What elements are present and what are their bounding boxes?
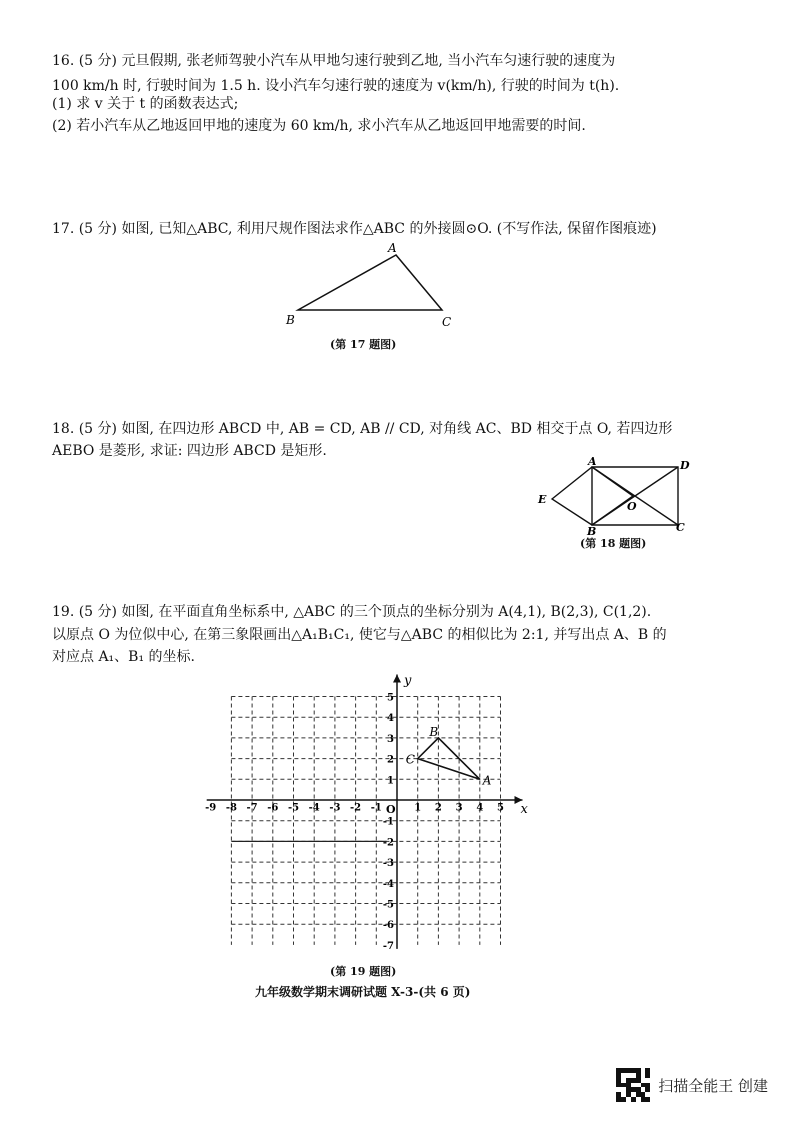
q19-line-1: 19. (5 分) 如图, 在平面直角坐标系中, △ABC 的三个顶点的坐标分别为 A(4,1), B(2,3), C(1,2). (52, 604, 652, 620)
q17-triangle-figure (270, 240, 470, 330)
q18-label-c: C (676, 521, 685, 534)
y-tick-label: -4 (382, 878, 394, 890)
scanner-label: 扫描全能王 创建 (658, 1076, 768, 1095)
page-footer: 九年级数学期末调研试题 X-3-(共 6 页) (255, 985, 471, 999)
q17-caption: (第 17 题图) (330, 338, 397, 351)
x-axis-label: x (520, 802, 528, 817)
y-axis-label: y (404, 673, 412, 689)
y-tick-label: 4 (387, 713, 394, 725)
x-tick-label: -7 (246, 802, 258, 814)
q16-part-1: (1) 求 v 关于 t 的函数表达式; (52, 96, 239, 112)
q18-quadrilateral-figure (530, 455, 700, 538)
q19-line-2: 以原点 O 为位似中心, 在第三象限画出△A₁B₁C₁, 使它与△ABC 的相似比为 2:1, 并写出点 A、B 的 (52, 627, 667, 643)
point-label-a: A (482, 773, 492, 788)
q18-label-b: B (587, 525, 597, 538)
y-tick-label: -1 (382, 816, 394, 828)
y-tick-label: -3 (382, 858, 394, 870)
q16-part-2: (2) 若小汽车从乙地返回甲地的速度为 60 km/h, 求小汽车从乙地返回甲地需要的时间. (52, 118, 586, 134)
y-tick-label: 2 (387, 754, 394, 766)
x-tick-label: 1 (414, 802, 422, 814)
point-label-b: B (429, 724, 439, 739)
y-tick-label: 5 (387, 692, 394, 704)
qr-code-icon (616, 1068, 650, 1102)
x-tick-label: -2 (350, 802, 362, 814)
q17-label-a: A (388, 241, 397, 255)
origin-label: O (386, 803, 396, 816)
x-tick-label: 4 (476, 802, 484, 814)
q18-line-2: AEBO 是菱形, 求证: 四边形 ABCD 是矩形. (52, 443, 327, 459)
q18-label-a: A (588, 455, 597, 468)
y-tick-label: -5 (382, 899, 394, 911)
q18-label-e: E (538, 493, 547, 506)
x-tick-label: 2 (434, 802, 442, 814)
x-tick-label: -9 (205, 802, 217, 814)
y-tick-label: -6 (382, 920, 394, 932)
q17-label-b: B (286, 313, 295, 327)
point-label-c: C (405, 752, 415, 767)
x-tick-label: -3 (329, 802, 341, 814)
x-tick-label: -6 (267, 802, 279, 814)
scanner-watermark (616, 1068, 768, 1102)
y-tick-label: 3 (387, 733, 394, 745)
x-tick-label: -1 (370, 802, 382, 814)
y-tick-label: -2 (382, 837, 394, 849)
y-tick-label: -7 (382, 940, 394, 952)
q18-caption: (第 18 题图) (580, 537, 647, 550)
x-tick-label: 5 (497, 802, 504, 814)
q16-line-2: 100 km/h 时, 行驶时间为 1.5 h. 设小汽车匀速行驶的速度为 v(km/h), 行驶的时间为 t(h). (52, 78, 620, 94)
y-tick-label: 1 (387, 775, 394, 787)
qr-module (645, 1097, 650, 1102)
q19-coordinate-grid (200, 660, 545, 960)
q19-line-3: 对应点 A₁、B₁ 的坐标. (52, 649, 195, 665)
x-tick-label: 3 (455, 802, 463, 814)
x-tick-label: -8 (225, 802, 237, 814)
x-tick-label: -4 (308, 802, 320, 814)
q18-line-1: 18. (5 分) 如图, 在四边形 ABCD 中, AB = CD, AB // CD, 对角线 AC、BD 相交于点 O, 若四边形 (52, 421, 673, 437)
q17-label-c: C (442, 315, 452, 329)
x-tick-label: -5 (287, 802, 300, 814)
q18-label-d: D (680, 459, 690, 472)
q17-triangle (298, 255, 442, 310)
q18-label-o: O (627, 500, 637, 513)
y-axis-arrow (393, 675, 401, 683)
q19-caption: (第 19 题图) (330, 965, 397, 978)
q16-line-1: 16. (5 分) 元旦假期, 张老师驾驶小汽车从甲地匀速行驶到乙地, 当小汽车匀速行驶的速度为 (52, 53, 616, 69)
q17-line-1: 17. (5 分) 如图, 已知△ABC, 利用尺规作图法求作△ABC 的外接圆⊙O. (不写作法, 保留作图痕迹) (52, 221, 657, 237)
